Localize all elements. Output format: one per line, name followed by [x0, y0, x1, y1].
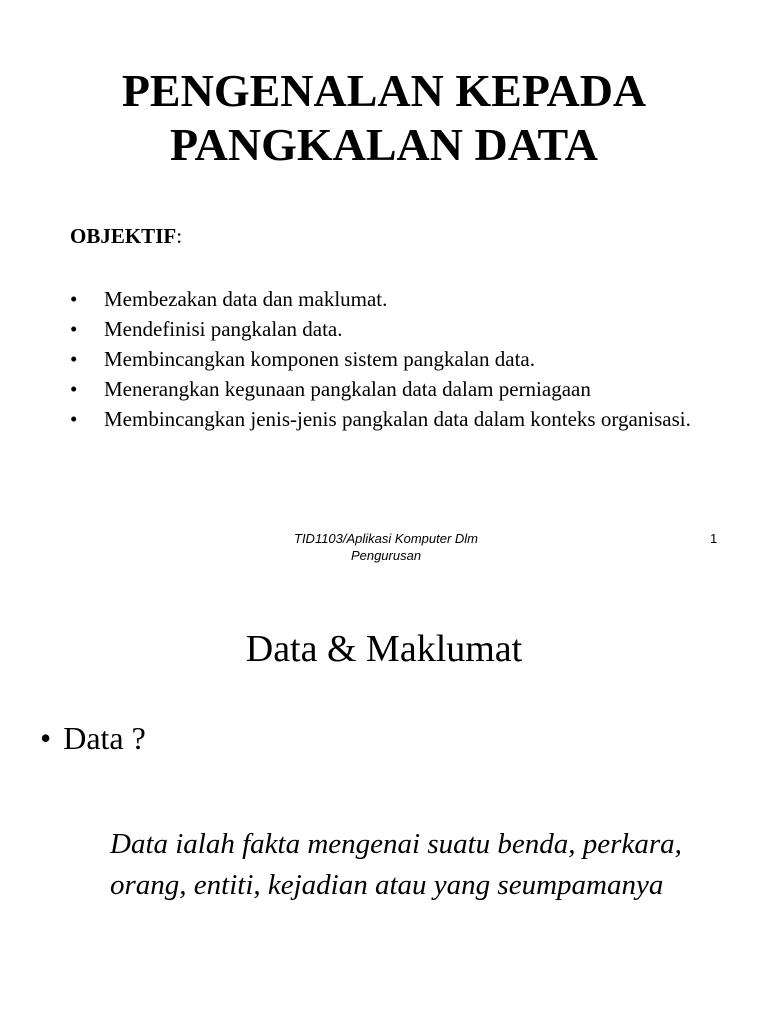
objective-item — [70, 344, 730, 374]
bullet-icon: • — [70, 317, 78, 341]
objective-item — [70, 374, 730, 404]
bullet-icon: • — [70, 407, 78, 431]
objective-text: Membezakan data dan maklumat. — [104, 287, 388, 311]
objective-item — [70, 314, 730, 344]
objective-text: Menerangkan kegunaan pangkalan data dalam perniagaan — [104, 377, 591, 401]
objective-heading — [70, 222, 182, 250]
slide-title: Data & Maklumat — [245, 628, 523, 670]
title-line-2: PANGKALAN DATA — [169, 119, 599, 170]
objective-item — [70, 404, 730, 434]
objective-text: Membincangkan jenis-jenis pangkalan data dalam konteks organisasi. — [104, 407, 691, 431]
bullet-icon: • — [70, 287, 78, 311]
title-line-1: PENGENALAN KEPADA — [121, 65, 647, 116]
bullet-icon: • — [70, 347, 78, 371]
bullet-text: Data ? — [63, 720, 146, 756]
bullet-item — [40, 718, 146, 758]
objective-item — [70, 284, 730, 314]
bullet-icon: • — [40, 720, 52, 756]
course-line-1: TID1103/Aplikasi Komputer Dlm — [294, 531, 478, 546]
objective-text: Membincangkan komponen sistem pangkalan data. — [104, 347, 535, 371]
objective-label: OBJEKTIF — [70, 224, 177, 248]
slide-title — [0, 64, 768, 172]
course-code — [280, 530, 492, 564]
objective-text: Mendefinisi pangkalan data. — [104, 317, 343, 341]
objective-colon: : — [176, 224, 183, 248]
objective-list — [70, 284, 730, 434]
data-definition: Data ialah fakta mengenai suatu benda, perkara, orang, entiti, kejadian atau yang seumpamanya — [110, 828, 682, 901]
course-line-2: Pengurusan — [350, 548, 422, 563]
bullet-icon: • — [70, 377, 78, 401]
page-number: 1 — [710, 531, 718, 546]
slide-2 — [0, 590, 768, 1024]
